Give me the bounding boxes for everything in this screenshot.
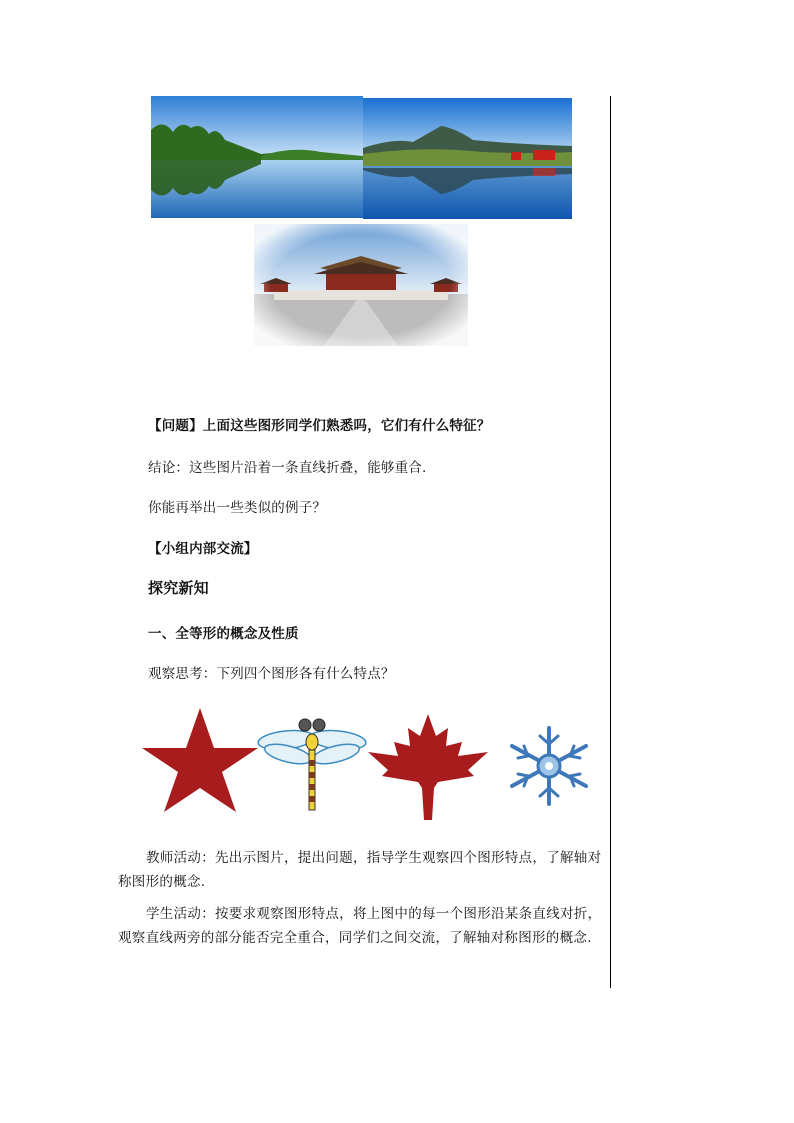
- student-activity: 学生活动：按要求观察图形特点，将上图中的每一个图形沿某条直线对折，观察直线两旁的部分能否完全重合，同学们之间交流，了解轴对称图形的概念.: [118, 906, 602, 946]
- dragonfly-icon: [256, 714, 368, 812]
- palace-photo: [254, 224, 468, 346]
- teacher-activity: 教师活动：先出示图片，提出问题，指导学生观察四个图形特点，了解轴对称图形的概念.: [118, 850, 602, 890]
- observe-prompt: 观察思考：下列四个图形各有什么特点？: [148, 666, 395, 682]
- conclusion-line: 结论：这些图片沿着一条直线折叠，能够重合.: [148, 460, 427, 476]
- lake-reflection-photo: [151, 96, 363, 218]
- star-icon: [140, 706, 260, 814]
- right-margin-rule: [610, 96, 611, 988]
- explore-heading: 探究新知: [148, 579, 209, 597]
- question-line: 【问题】上面这些图形同学们熟悉吗，它们有什么特征？: [148, 418, 491, 434]
- mountain-lake-photo: [363, 98, 572, 219]
- group-exchange-heading: 【小组内部交流】: [148, 541, 258, 557]
- section-title: 一、全等形的概念及性质: [148, 626, 299, 642]
- ask-examples-line: 你能再举出一些类似的例子？: [148, 500, 327, 516]
- maple-leaf-icon: [366, 712, 490, 822]
- snowflake-icon: [502, 724, 596, 808]
